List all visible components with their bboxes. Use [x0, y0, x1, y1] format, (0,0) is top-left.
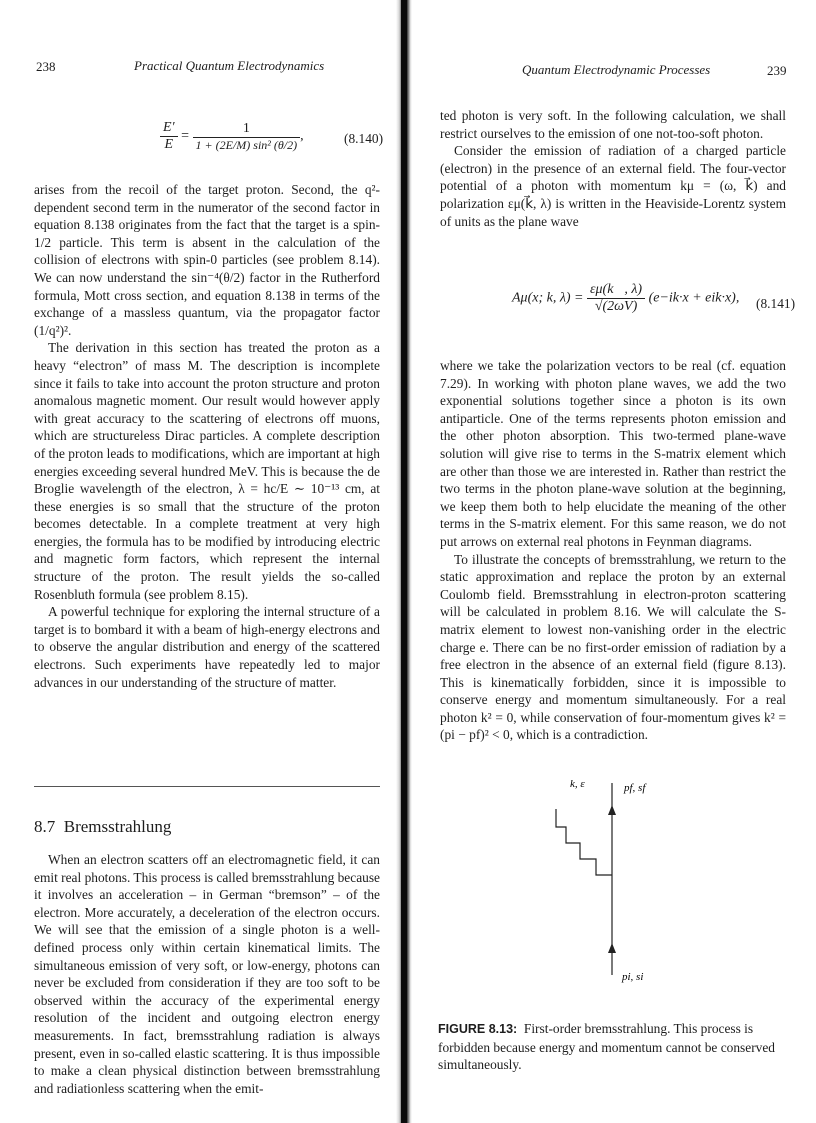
paragraph: ted photon is very soft. In the following calculation, we shall restrict ourselves to the emission of one not-too-soft photon. [440, 108, 786, 141]
paragraph: arises from the recoil of the target proton. Second, the q²-dependent second term in the numerator of the second factor in equation 8.138 originates from the fact that the target is a spin-1/2 particle. This term is absent in the calculation of the collision of electrons with spin-0 particles (see problem 8.14). We can now understand the sin⁻⁴(θ/2) factor in the Rutherford formula, Mott cross section, and equation 8.138 in terms of the exchange of a massless quantum, via the propagator factor (1/q²)². [34, 182, 380, 338]
paragraph: where we take the polarization vectors to be real (cf. equation 7.29). In working with photon plane waves, we add the two exponential solutions together since a photon is its own antiparticle. One of the terms represents photon emission and the other photon absorption. This two-termed plane-wave solution will give rise to terms in the S-matrix element which are other than those we are interested in. Rather than restrict the two terms in the photon plane-wave solution at the beginning, we keep them both to help elucidate the meaning of the other terms in the S-matrix element. For this same reason, we do not put arrows on external real photons in Feynman diagrams. [440, 358, 786, 549]
section-heading: 8.7 Bremsstrahlung [34, 817, 172, 836]
photon-line [556, 809, 612, 875]
running-head: Quantum Electrodynamic Processes [522, 62, 711, 77]
feynman-diagram [552, 775, 672, 985]
outgoing-electron-label: pf, sf [624, 782, 646, 794]
equation-8-141: Aμ(x; k, λ) = $\frac{\varepsilon\mu(k⃗, \lambda)}{√(2\omega V)}$ (e−ik·x + eik·x), [512, 282, 740, 314]
arrow-icon [608, 805, 616, 815]
paragraph: To illustrate the concepts of bremsstrahlung, we return to the static approximation and replace the proton by an external Coulomb field. Bremsstrahlung in electron-proton scattering will be calculated in problem 8.16. We will calculate the S-matrix element to lowest non-vanishing order in the electric charge e. There can be no first-order emission of radiation by a free electron in the absence of an external field (figure 8.13). This is kinematically forbidden, since it is impossible to conserve energy and momentum simultaneously. For a real photon k² = 0, while conservation of four-momentum gives k² = (pi − pf)² < 0, which is a contradiction. [440, 551, 786, 743]
divider [34, 786, 380, 787]
book-gutter [401, 0, 407, 1123]
page-number: 238 [36, 59, 56, 74]
paragraph: The derivation in this section has treated the proton as a heavy “electron” of mass M. The description is incomplete since it fails to take into account the proton structure and proton anomalous magnetic moment. Our result would however apply with great accuracy to the scattering of electrons off muons, which are structureless Dirac particles. A complete description of the proton leads to modifications, which are important at high energies exceeding several hundred MeV. This is because the de Broglie wavelength of the electron, λ = hc/E ∼ 10⁻¹³ cm, at these energies is so small that the structure of the proton becomes detectable. In a complete treatment at very high energies, the formula has to be modified by introducing electric and magnetic form factors, which represent the internal structure of the proton. The result yields the so-called Rosenbluth formula (see problem 8.15). [34, 340, 380, 602]
figure-caption: FIGURE 8.13: First-order bremsstrahlung. This process is forbidden because energy and momentum cannot be conserved simultaneously. [438, 1021, 776, 1073]
photon-label: k, ε [570, 778, 585, 790]
equation-number: (8.141) [756, 296, 796, 311]
arrow-icon [608, 943, 616, 953]
right-page [412, 0, 816, 1123]
left-page [0, 0, 398, 1123]
right-text-column-middle [440, 357, 786, 744]
incoming-electron-label: pi, si [622, 971, 644, 983]
paragraph: A powerful technique for exploring the internal structure of a target is to bombard it with a beam of high-energy electrons and to observe the angular distribution and energy of the scattered electrons. Such experiments have repeatedly led to major advances in our understanding of the structure of matter. [34, 604, 380, 690]
running-head: Practical Quantum Electrodynamics [134, 58, 325, 73]
left-text-column-bottom [34, 851, 380, 1097]
paragraph: When an electron scatters off an electromagnetic field, it can emit real photons. This process is called bremsstrahlung because it involves an acceleration – in German “bremson” – of the electron. More accurately, a deceleration of the electron occurs. We will see that the emission of a single photon is a well-defined process only within certain kinematical limits. The simultaneous emission of very soft, or low-energy, photons can never be excluded from consideration if they are too soft to be observed within the accuracy of the experimental energy resolution of the incident and outgoing electron energy measurements. In fact, bremsstrahlung radiation is always present, even in so-called elastic scattering. It is thus impossible to make a clean physical distinction between bremsstrahlung and radiationless scattering when the emit- [34, 852, 380, 1096]
left-text-column-top [34, 181, 380, 691]
right-text-column-top [440, 107, 786, 230]
equation-number: (8.140) [344, 131, 384, 146]
page-number: 239 [767, 63, 787, 78]
equation-8-140: $\frac{E'}{E}$ = $\frac{1}{\text{1 + (2E/M) sin² (θ/2)}}$ , [160, 120, 304, 153]
paragraph: Consider the emission of radiation of a charged particle (electron) in the presence of an external field. The four-vector potential of a photon with momentum kμ = (ω, k⃗) and polarization εμ(k⃗, λ) is written in the Heaviside-Lorentz system of units as the plane wave [440, 143, 786, 229]
